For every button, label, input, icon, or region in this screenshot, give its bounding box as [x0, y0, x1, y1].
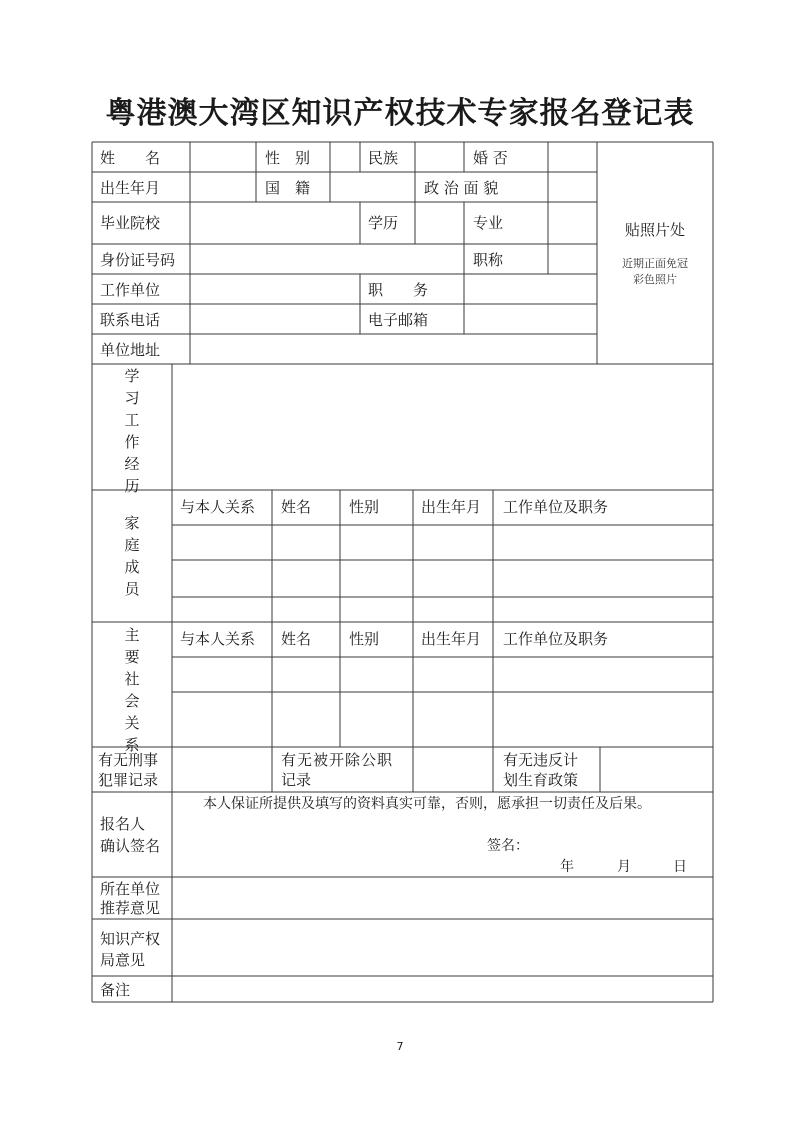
confirm-year: 年 [560, 859, 574, 875]
label-birth: 出生年月 [100, 179, 161, 197]
label-nationality: 国 籍 [265, 179, 311, 197]
confirm-sign-label: 签名： [487, 838, 529, 854]
page-number: 7 [396, 1040, 404, 1053]
section-experience-label: 学习工作经历 [124, 367, 140, 495]
label-email: 电子邮箱 [368, 311, 429, 329]
social-header-name: 姓名 [281, 630, 312, 648]
label-major: 专业 [473, 214, 504, 232]
confirm-day: 日 [673, 859, 687, 875]
social-header-gender: 性别 [349, 630, 380, 648]
confirm-statement: 本人保证所提供及填写的资料真实可靠，否则，愿承担一切责任及后果。 [203, 796, 651, 812]
photo-note-2: 彩色照片 [633, 273, 677, 286]
social-header-birth: 出生年月 [421, 630, 482, 648]
label-confirm-1: 报名人 [100, 815, 146, 833]
family-header-employer: 工作单位及职务 [503, 498, 609, 516]
family-header-name: 姓名 [281, 498, 312, 516]
confirm-month: 月 [617, 859, 631, 875]
label-dismissal-1: 有无被开除公职 [281, 751, 394, 769]
label-criminal-2: 犯罪记录 [98, 771, 159, 789]
family-header-relation: 与本人关系 [180, 498, 256, 516]
label-job-title: 职称 [473, 251, 504, 269]
label-political: 政 治 面 貌 [424, 179, 499, 197]
label-ip-opinion-2: 局意见 [100, 951, 146, 969]
label-name: 姓 名 [100, 149, 161, 167]
label-criminal-1: 有无刑事 [98, 751, 159, 769]
label-marital: 婚 否 [473, 149, 508, 167]
label-family-planning-2: 划生育政策 [503, 771, 579, 789]
social-header-relation: 与本人关系 [180, 630, 256, 648]
label-ethnicity: 民族 [368, 149, 399, 167]
label-unit-opinion-1: 所在单位 [100, 880, 161, 898]
social-header-employer: 工作单位及职务 [503, 630, 609, 648]
label-remark: 备注 [100, 981, 131, 999]
label-employer: 工作单位 [100, 281, 161, 299]
label-dismissal-2: 记录 [281, 771, 312, 789]
section-social-label: 主要社会关系 [124, 626, 140, 754]
label-confirm-2: 确认签名 [100, 837, 161, 855]
label-position: 职 务 [368, 281, 429, 299]
section-family-label: 家庭成员 [124, 514, 140, 598]
label-school: 毕业院校 [100, 214, 161, 232]
photo-note-1: 近期正面免冠 [622, 257, 688, 270]
label-id-number: 身份证号码 [100, 251, 176, 269]
family-header-birth: 出生年月 [421, 498, 482, 516]
label-family-planning-1: 有无违反计 [503, 751, 579, 769]
photo-label: 贴照片处 [624, 221, 685, 239]
label-ip-opinion-1: 知识产权 [100, 930, 161, 948]
label-address: 单位地址 [100, 341, 161, 359]
form-title: 粤港澳大湾区知识产权技术专家报名登记表 [105, 96, 695, 131]
label-unit-opinion-2: 推荐意见 [100, 899, 161, 917]
label-education: 学历 [368, 214, 399, 232]
family-header-gender: 性别 [349, 498, 380, 516]
label-gender: 性 别 [265, 149, 311, 167]
label-phone: 联系电话 [100, 311, 161, 329]
